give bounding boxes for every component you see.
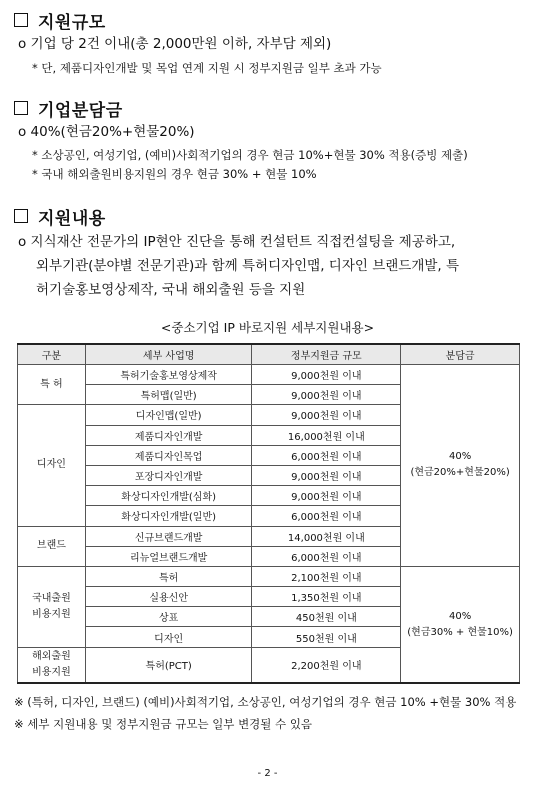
table-header-row xyxy=(18,344,520,365)
program-amount: 550천원 이내 xyxy=(252,627,401,647)
program-amount: 16,000천원 이내 xyxy=(252,425,401,445)
support-content-line-3: 허기술홍보영상제작, 국내 해외출원 등을 지원 xyxy=(36,282,306,298)
table-row xyxy=(18,365,520,385)
program-name: 신규브랜드개발 xyxy=(85,526,252,546)
program-amount: 9,000천원 이내 xyxy=(252,385,401,405)
page-number: - 2 - xyxy=(257,768,278,779)
program-amount: 6,000천원 이내 xyxy=(252,445,401,465)
table-row xyxy=(18,566,520,586)
group-label-line: 비용지원 xyxy=(32,608,71,620)
section-title-text: 지원규모 xyxy=(38,13,106,33)
group-design: 디자인 xyxy=(18,405,86,526)
checkbox-square-icon xyxy=(14,209,28,223)
footnote-1: ※ (특허, 디자인, 브랜드) (예비)사회적기업, 소상공인, 여성기업의 경우 현금 10% +현물 30% 적용 xyxy=(14,695,517,709)
share-detail: (현금30% + 현물10%) xyxy=(407,626,513,638)
program-name: 실용신안 xyxy=(85,587,252,607)
program-amount: 2,100천원 이내 xyxy=(252,566,401,586)
program-amount: 9,000천원 이내 xyxy=(252,405,401,425)
group-label-line: 해외출원 xyxy=(32,650,71,662)
program-amount: 2,200천원 이내 xyxy=(252,647,401,683)
program-name: 특허 xyxy=(85,566,252,586)
program-name: 디자인맵(일반) xyxy=(85,405,252,425)
company-share-note-2: * 국내 해외출원비용지원의 경우 현금 30% + 현물 10% xyxy=(32,167,317,181)
support-scale-bullet: o 기업 당 2건 이내(총 2,000만원 이하, 자부담 제외) xyxy=(18,36,332,52)
group-label-line: 국내출원 xyxy=(32,592,71,604)
program-name: 제품디자인목업 xyxy=(85,445,252,465)
program-name: 특허기술홍보영상제작 xyxy=(85,365,252,385)
header-amount: 정부지원금 규모 xyxy=(252,344,401,365)
group-label-line: 비용지원 xyxy=(32,666,71,678)
checkbox-square-icon xyxy=(14,13,28,27)
share-percent: 40% xyxy=(448,610,472,622)
program-name: 포장디자인개발 xyxy=(85,465,252,485)
share-cell-2 xyxy=(401,566,520,683)
section-title-support-scale xyxy=(14,8,106,33)
share-cell-1 xyxy=(401,365,520,567)
footnote-2: ※ 세부 지원내용 및 정부지원금 규모는 일부 변경될 수 있음 xyxy=(14,717,313,731)
share-detail: (현금20%+현물20%) xyxy=(410,467,510,479)
section-title-company-share xyxy=(14,96,123,121)
header-share: 분담금 xyxy=(401,344,520,365)
section-title-text: 지원내용 xyxy=(38,209,106,229)
program-name: 상표 xyxy=(85,607,252,627)
group-overseas-filing xyxy=(18,647,86,683)
header-category: 구분 xyxy=(18,344,86,365)
program-amount: 9,000천원 이내 xyxy=(252,365,401,385)
program-name: 특허(PCT) xyxy=(85,647,252,683)
program-amount: 6,000천원 이내 xyxy=(252,506,401,526)
program-amount: 6,000천원 이내 xyxy=(252,546,401,566)
checkbox-square-icon xyxy=(14,101,28,115)
support-content-line-2: 외부기관(분야별 전문기관)과 함께 특허디자인맵, 디자인 브랜드개발, 특 xyxy=(36,258,460,274)
section-title-text: 기업분담금 xyxy=(38,101,123,121)
program-amount: 9,000천원 이내 xyxy=(252,486,401,506)
program-amount: 9,000천원 이내 xyxy=(252,465,401,485)
table-caption: <중소기업 IP 바로지원 세부지원내용> xyxy=(160,320,375,335)
section-title-support-content xyxy=(14,204,106,229)
program-name: 리뉴얼브랜드개발 xyxy=(85,546,252,566)
program-amount: 1,350천원 이내 xyxy=(252,587,401,607)
group-patent: 특 허 xyxy=(18,365,86,405)
company-share-bullet: o 40%(현금20%+현물20%) xyxy=(18,124,195,140)
support-content-line-1: o 지식재산 전문가의 IP현안 진단을 통해 컨설턴트 직접컨설팅을 제공하고, xyxy=(18,234,456,250)
program-name: 화상디자인개발(일반) xyxy=(85,506,252,526)
program-amount: 450천원 이내 xyxy=(252,607,401,627)
program-amount: 14,000천원 이내 xyxy=(252,526,401,546)
company-share-note-1: * 소상공인, 여성기업, (예비)사회적기업의 경우 현금 10%+현물 30% 적용(증빙 제출) xyxy=(32,148,468,162)
program-name: 제품디자인개발 xyxy=(85,425,252,445)
program-name: 화상디자인개발(심화) xyxy=(85,486,252,506)
support-detail-table xyxy=(17,343,520,684)
header-program: 세부 사업명 xyxy=(85,344,252,365)
program-name: 특허맵(일반) xyxy=(85,385,252,405)
support-scale-note: * 단, 제품디자인개발 및 목업 연계 지원 시 정부지원금 일부 초과 가능 xyxy=(32,61,382,75)
share-percent: 40% xyxy=(448,451,472,463)
group-domestic-filing xyxy=(18,566,86,647)
group-brand: 브랜드 xyxy=(18,526,86,566)
program-name: 디자인 xyxy=(85,627,252,647)
